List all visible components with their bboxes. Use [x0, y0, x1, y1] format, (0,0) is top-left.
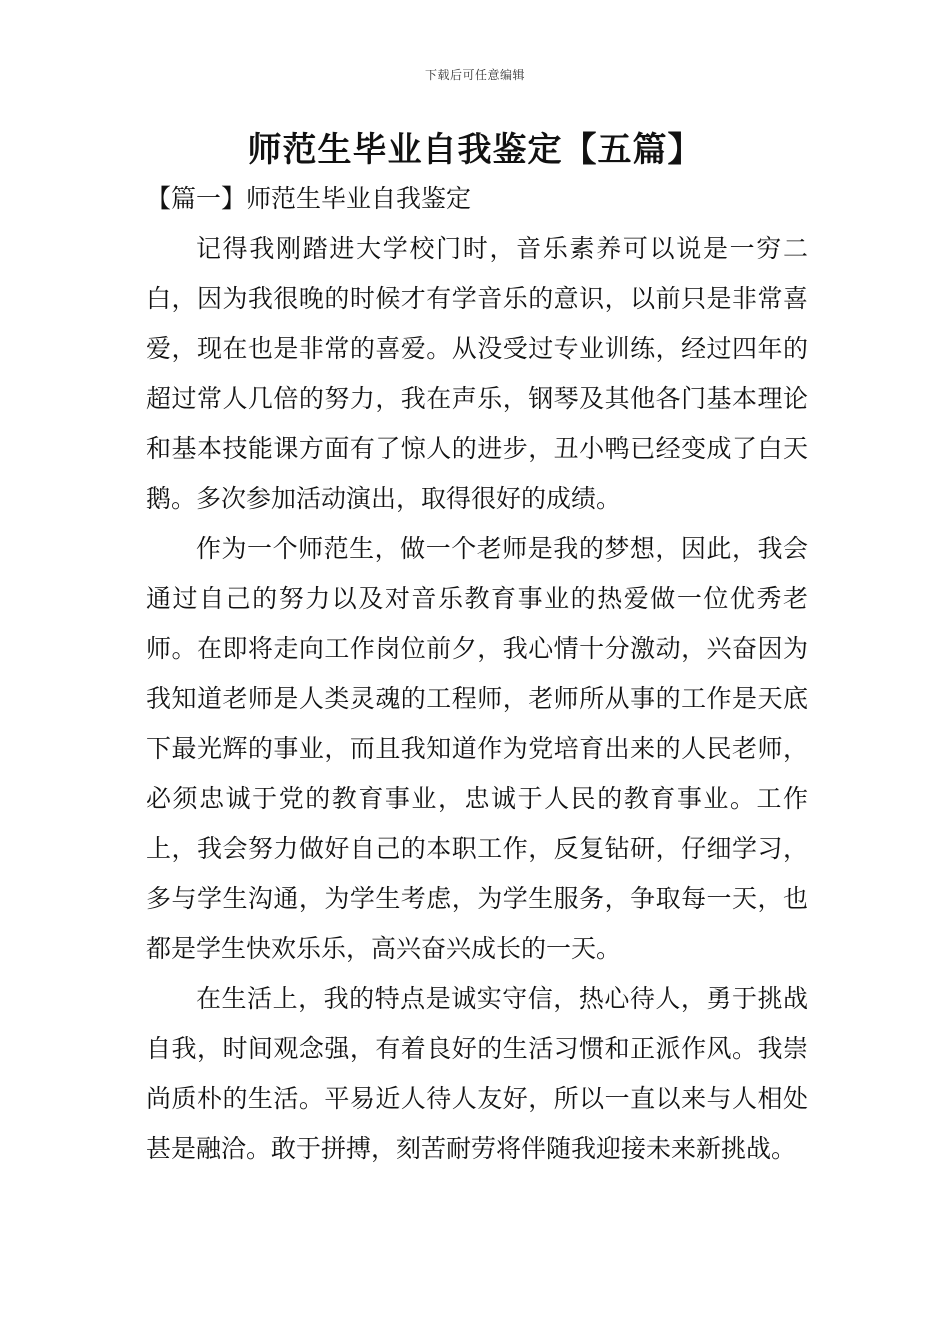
section-heading: 【篇一】师范生毕业自我鉴定 [146, 184, 472, 213]
paragraph-3: 在生活上，我的特点是诚实守信，热心待人，勇于挑战自我，时间观念强，有着良好的生活习惯和正派作风。我崇尚质朴的生活。平易近人待人友好，所以一直以来与人相处甚是融洽。敢于拼搏，刻苦耐劳将伴随我迎接未来新挑战。 [146, 984, 808, 1163]
header-note: 下载后可任意编辑 [424, 68, 525, 82]
section-body [146, 224, 808, 1174]
paragraph-1: 记得我刚踏进大学校门时，音乐素养可以说是一穷二白，因为我很晚的时候才有学音乐的意识，以前只是非常喜爱，现在也是非常的喜爱。从没受过专业训练，经过四年的超过常人几倍的努力，我在声乐，钢琴及其他各门基本理论和基本技能课方面有了惊人的进步，丑小鸭已经变成了白天鹅。多次参加活动演出，取得很好的成绩。 [146, 234, 808, 513]
paragraph-2: 作为一个师范生，做一个老师是我的梦想，因此，我会通过自己的努力以及对音乐教育事业的热爱做一位优秀老师。在即将走向工作岗位前夕，我心情十分激动，兴奋因为我知道老师是人类灵魂的工程师，老师所从事的工作是天底下最光辉的事业，而且我知道作为党培育出来的人民老师，必须忠诚于党的教育事业，忠诚于人民的教育事业。工作上，我会努力做好自己的本职工作，反复钻研，仔细学习，多与学生沟通，为学生考虑，为学生服务，争取每一天，也都是学生快欢乐乐，高兴奋兴成长的一天。 [146, 534, 808, 963]
document-title: 师范生毕业自我鉴定【五篇】 [247, 130, 703, 170]
